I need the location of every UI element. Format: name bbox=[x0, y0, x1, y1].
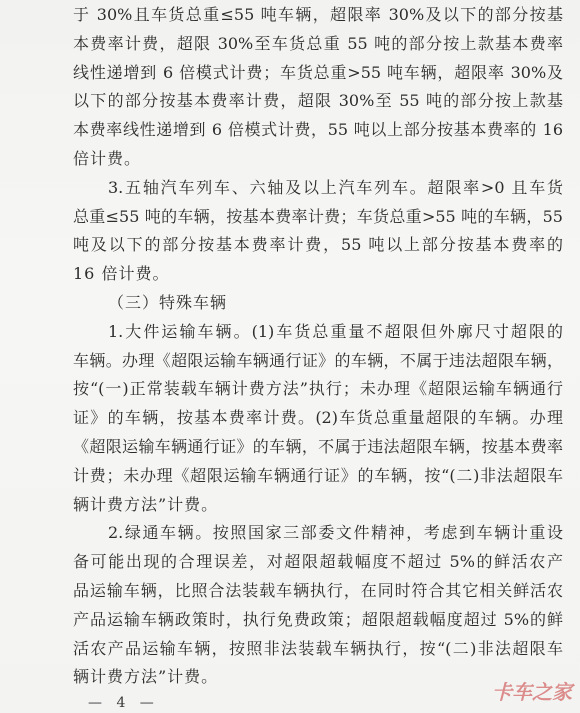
section-heading: （三）特殊车辆 bbox=[108, 292, 228, 312]
text-line: 吨及以下的部分按基本费率计费，55 吨以上部分按基本费率的 bbox=[73, 235, 563, 255]
text-line: 总重≤55 吨的车辆，按基本费率计费；车货总重>55 吨的车辆，55 bbox=[73, 206, 563, 226]
text-line: 计费；未办理《超限运输车辆通行证》的车辆，按“(二)非法超限车 bbox=[73, 465, 563, 485]
text-line: 线性递增到 6 倍模式计费；车货总重>55 吨车辆，超限率 30%及 bbox=[73, 62, 563, 82]
paragraph-five-axle-trains bbox=[73, 174, 563, 289]
body-text bbox=[73, 1, 563, 692]
text-line: 《超限运输车辆通行证》的车辆，不属于违法超限车辆，按基本费率 bbox=[73, 436, 563, 456]
paragraph-continued bbox=[73, 1, 563, 174]
text-line: 证》的车辆，按基本费率计费。(2)车货总重量超限的车辆。办理 bbox=[73, 408, 563, 428]
text-line: 按“(一)正常装载车辆计费方法”执行；未办理《超限运输车辆通行 bbox=[73, 379, 563, 399]
text-line: 倍计费。 bbox=[73, 148, 142, 168]
text-line: 活农产品运输车辆，按照非法装载车辆执行，按“(二)非法超限车 bbox=[73, 638, 563, 658]
page-number: — 4 — bbox=[88, 695, 156, 711]
text-line: 备可能出现的合理误差，对超限超载幅度不超过 5%的鲜活农产 bbox=[73, 552, 563, 572]
paragraph-green-channel-vehicles bbox=[73, 519, 563, 692]
text-line: 产品运输车辆政策时，执行免费政策；超限超载幅度超过 5%的鲜 bbox=[73, 609, 563, 629]
watermark-logo: 卡车之家 bbox=[492, 680, 572, 704]
text-line: 于 30%且车货总重≤55 吨车辆，超限率 30%及以下的部分按基 bbox=[73, 5, 563, 24]
text-line: 本费率计费，超限 30%至车货总重 55 吨的部分按上款基本费率 bbox=[73, 33, 563, 53]
text-line: 辆计费方法”计费。 bbox=[73, 494, 219, 514]
text-line: 16 倍计费。 bbox=[73, 264, 170, 284]
text-line: 3.五轴汽车列车、六轴及以上汽车列车。超限率>0 且车货 bbox=[108, 177, 563, 197]
text-line: 2.绿通车辆。按照国家三部委文件精神，考虑到车辆计重设 bbox=[108, 523, 563, 543]
text-line: 以下的部分按基本费率计费，超限 30%至 55 吨的部分按上款基 bbox=[73, 91, 563, 111]
text-line: 本费率线性递增到 6 倍模式计费，55 吨以上部分按基本费率的 16 bbox=[73, 120, 563, 140]
text-line: 车辆。办理《超限运输车辆通行证》的车辆，不属于违法超限车辆， bbox=[73, 350, 563, 370]
text-line: 辆计费方法”计费。 bbox=[73, 667, 219, 687]
text-line: 1.大件运输车辆。(1)车货总重量不超限但外廓尺寸超限的 bbox=[108, 321, 563, 341]
text-line: 品运输车辆，比照合法装载车辆执行，在同时符合其它相关鲜活农 bbox=[73, 580, 563, 600]
paragraph-oversize-vehicles bbox=[73, 318, 563, 520]
